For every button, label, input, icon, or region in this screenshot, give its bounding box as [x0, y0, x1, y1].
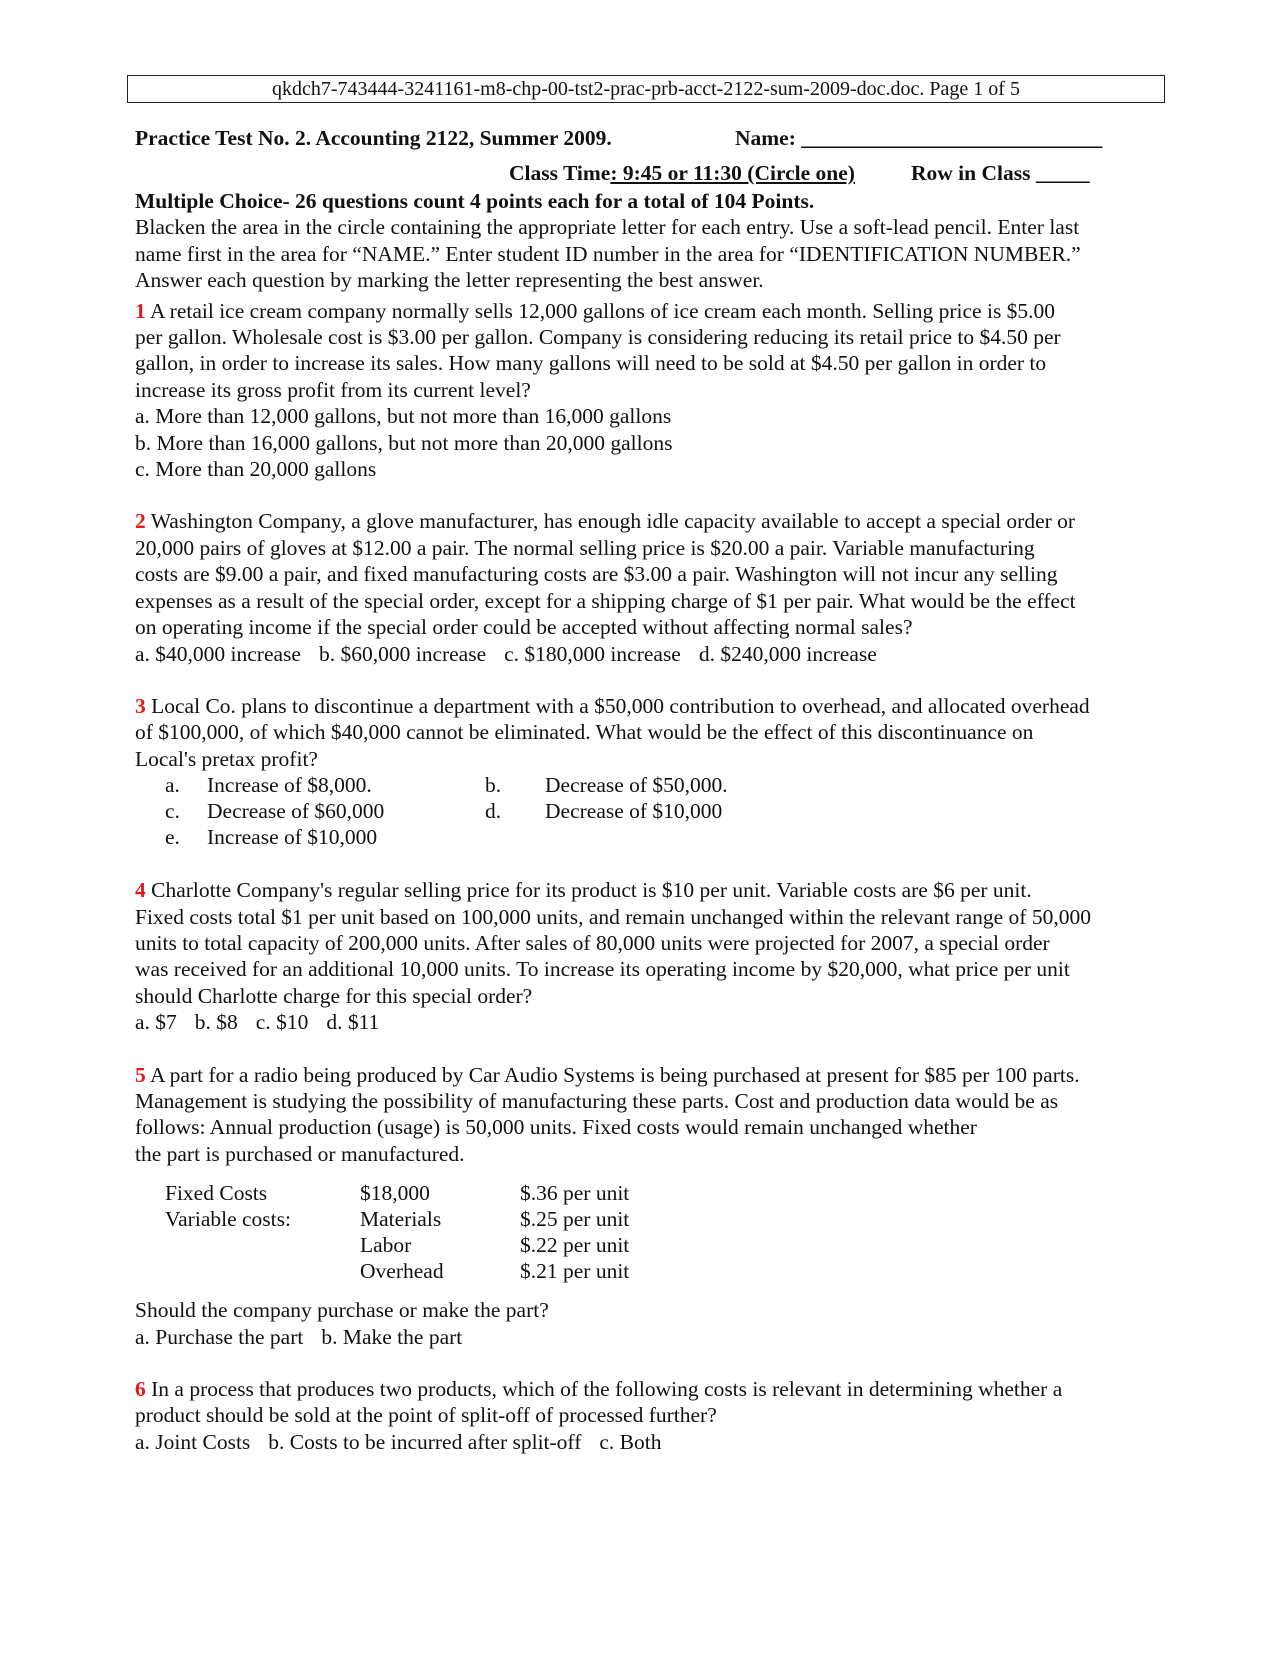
question-line: product should be sold at the point of split-off of processed further? [135, 1403, 717, 1428]
answer-choice: b. $8 [194, 1010, 238, 1035]
mc-heading: Multiple Choice- 26 questions count 4 points each for a total of 104 Points. [135, 189, 815, 213]
header-page-label: Page 1 of 5 [929, 78, 1020, 100]
answer-choice: Decrease of $10,000 [545, 799, 723, 824]
choice-letter: b. [485, 773, 502, 798]
instruction-line: Blacken the area in the circle containing the appropriate letter for each entry. Use a soft-lead pencil. Enter last [135, 215, 1080, 240]
choice-letter: e. [165, 825, 180, 850]
cost-item: Materials [360, 1207, 442, 1232]
cost-item: $18,000 [360, 1181, 430, 1206]
question-number: 1 [135, 298, 146, 323]
choice-letter: c. [165, 799, 180, 824]
header-filename: qkdch7-743444-3241161-m8-chp-00-tst2-prac-prb-acct-2122-sum-2009-doc.doc. [272, 78, 925, 100]
question-line: Charlotte Company's regular selling price for its product is $10 per unit. Variable costs are $6 per unit. [145, 878, 1032, 903]
title-line [135, 118, 1165, 158]
question-line: follows: Annual production (usage) is 50,000 units. Fixed costs would remain unchanged whether [135, 1115, 977, 1140]
answer-choice: a. $7 [135, 1010, 177, 1035]
question-line: Management is studying the possibility of manufacturing these parts. Cost and production data would be as [135, 1088, 1059, 1113]
answer-choice: c. $10 [255, 1010, 309, 1035]
question-line: costs are $9.00 a pair, and fixed manufacturing costs are $3.00 a pair. Washington will not incur any selling [135, 562, 1058, 587]
question-number: 3 [135, 693, 146, 718]
question-line: Should the company purchase or make the part? [135, 1298, 549, 1323]
class-time [509, 158, 855, 188]
page-header [127, 75, 1165, 103]
row-in-class: Row in Class _____ [911, 161, 1090, 185]
question-line: A retail ice cream company normally sells 12,000 gallons of ice cream each month. Selling price is $5.00 [145, 298, 1056, 323]
question-line: Washington Company, a glove manufacturer, has enough idle capacity available to accept a special order or [145, 509, 1076, 534]
class-time-value: : 9:45 or 11:30 (Circle one) [610, 161, 855, 185]
question-line: was received for an additional 10,000 units. To increase its operating income by $20,000, what price per unit [135, 957, 1070, 982]
question-line: Local's pretax profit? [135, 746, 318, 771]
question-number: 6 [135, 1377, 146, 1401]
answer-choice: c. Both [599, 1429, 662, 1454]
class-line [135, 158, 1165, 188]
question-line: units to total capacity of 200,000 units. After sales of 80,000 units were projected for 2007, a special order [135, 930, 1050, 955]
cost-item: Overhead [360, 1259, 444, 1284]
answer-choice: c. More than 20,000 gallons [135, 457, 377, 482]
question-number: 2 [135, 509, 146, 534]
answer-choice: a. $40,000 increase [135, 641, 301, 666]
name-field: Name: ____________________________ [735, 126, 1103, 150]
cost-value: $.36 per unit [520, 1181, 630, 1206]
question-4 [135, 877, 1165, 1035]
question-3 [135, 693, 1165, 851]
question-line: Fixed costs total $1 per unit based on 100,000 units, and remain unchanged within the relevant range of 50,000 [135, 904, 1091, 929]
cost-item: Labor [360, 1233, 412, 1258]
cost-label: Variable costs: [165, 1207, 291, 1232]
answer-choice: Increase of $8,000. [207, 773, 372, 798]
question-2 [135, 508, 1165, 666]
question-line: expenses as a result of the special order, except for a shipping charge of $1 per pair. What would be the effect [135, 588, 1076, 613]
question-line: increase its gross profit from its current level? [135, 377, 531, 402]
answer-choices [135, 641, 1165, 667]
answer-choice: Increase of $10,000 [207, 825, 378, 850]
question-line: per gallon. Wholesale cost is $3.00 per gallon. Company is considering reducing its retail price to $4.50 per [135, 325, 1061, 350]
instruction-line: name first in the area for “NAME.” Enter student ID number in the area for “IDENTIFICATION NUMBER.” [135, 241, 1081, 266]
answer-choice: a. Joint Costs [135, 1429, 251, 1454]
answer-choice: d. $240,000 increase [698, 641, 877, 666]
answer-choice: b. Costs to be incurred after split-off [268, 1429, 582, 1454]
cost-value: $.21 per unit [520, 1259, 630, 1284]
choice-letter: d. [485, 799, 502, 824]
answer-choice: Decrease of $60,000 [207, 799, 385, 824]
cost-value: $.25 per unit [520, 1207, 630, 1232]
answer-choices [135, 1009, 1165, 1035]
answer-choice: a. Purchase the part [135, 1324, 304, 1349]
answer-choice: d. $11 [326, 1010, 380, 1035]
answer-choices [135, 1429, 1165, 1455]
question-1 [135, 298, 1165, 483]
answer-choice: Decrease of $50,000. [545, 773, 728, 798]
instruction-line: Answer each question by marking the letter representing the best answer. [135, 268, 764, 293]
answer-choice: b. More than 16,000 gallons, but not more than 20,000 gallons [135, 430, 673, 455]
choice-letter: a. [165, 773, 180, 798]
document-body [135, 118, 1165, 1455]
answer-choice: c. $180,000 increase [504, 641, 681, 666]
question-line: Local Co. plans to discontinue a department with a $50,000 contribution to overhead, and allocated overhead [145, 693, 1090, 718]
question-line: gallon, in order to increase its sales. How many gallons will need to be sold at $4.50 per gallon in order to [135, 351, 1047, 376]
question-line: the part is purchased or manufactured. [135, 1141, 465, 1166]
answer-choice: b. Make the part [321, 1324, 463, 1349]
question-5 [135, 1062, 1165, 1350]
question-line: 20,000 pairs of gloves at $12.00 a pair. The normal selling price is $20.00 a pair. Variable manufacturing [135, 535, 1035, 560]
question-line: of $100,000, of which $40,000 cannot be eliminated. What would be the effect of this discontinuance on [135, 720, 1034, 745]
test-title: Practice Test No. 2. Accounting 2122, Summer 2009. [135, 126, 612, 150]
cost-value: $.22 per unit [520, 1233, 630, 1258]
answer-choices [165, 772, 1165, 851]
answer-choice: a. More than 12,000 gallons, but not more than 16,000 gallons [135, 404, 672, 429]
question-number: 4 [135, 878, 146, 903]
answer-choices [135, 1324, 1165, 1350]
question-line: A part for a radio being produced by Car Audio Systems is being purchased at present for $85 per 100 parts. [145, 1062, 1080, 1087]
question-line: In a process that produces two products, which of the following costs is relevant in determining whether a [145, 1377, 1063, 1401]
answer-choice: b. $60,000 increase [318, 641, 487, 666]
question-line: should Charlotte charge for this special order? [135, 983, 533, 1008]
cost-table [165, 1180, 1165, 1285]
instructions [135, 214, 1165, 293]
question-6 [135, 1376, 1165, 1455]
question-line: on operating income if the special order could be accepted without affecting normal sales? [135, 615, 913, 640]
cost-label: Fixed Costs [165, 1181, 268, 1206]
question-number: 5 [135, 1062, 146, 1087]
class-time-label: Class Time [509, 161, 611, 185]
